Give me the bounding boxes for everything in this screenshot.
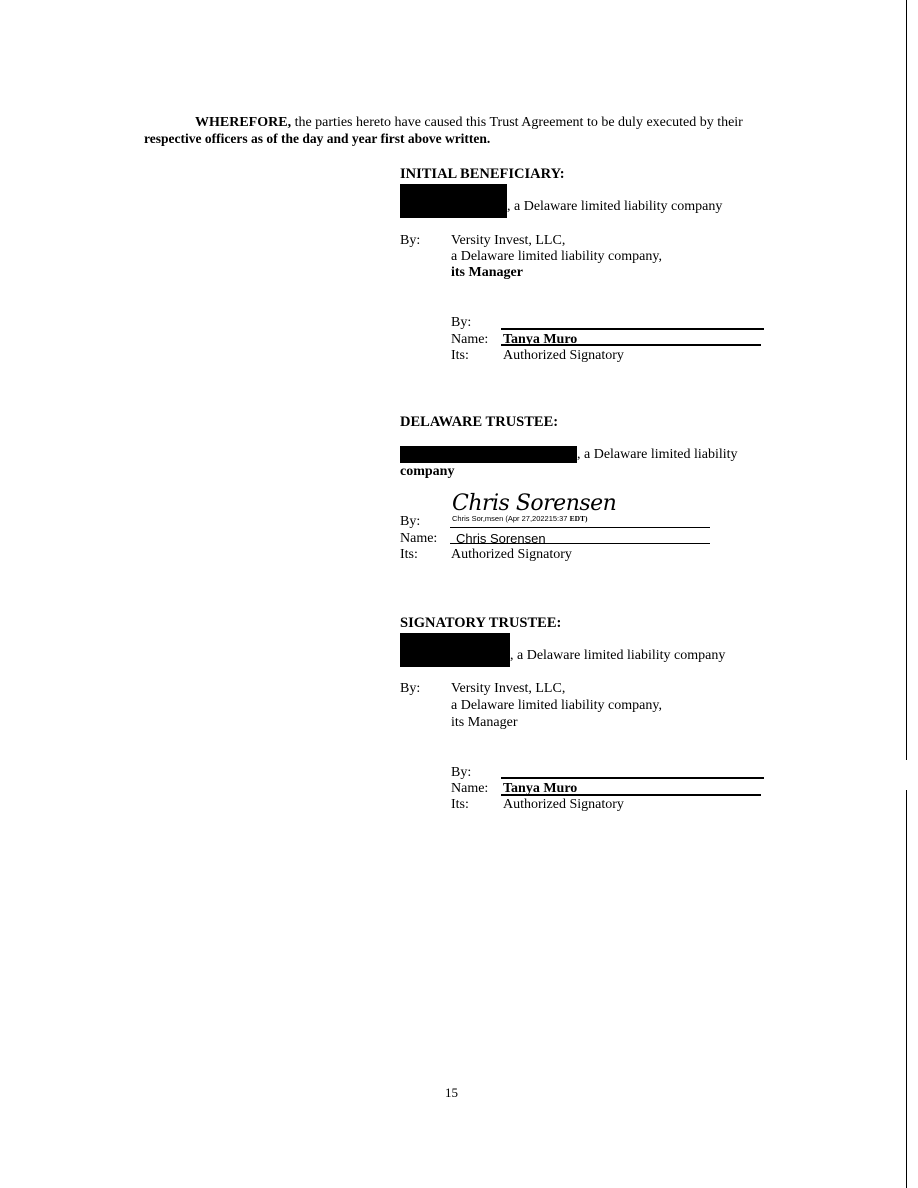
intro-line-2: respective officers as of the day and year first above written. (144, 131, 491, 146)
manager-name: Versity Invest, LLC, (451, 681, 566, 696)
manager-role: its Manager (451, 715, 518, 730)
manager-desc: a Delaware limited liability company, (451, 698, 662, 713)
redaction-box (400, 633, 510, 667)
name-underline (501, 794, 761, 796)
signatory-trustee-entity-suffix: , a Delaware limited liability company (510, 648, 726, 663)
signature-by-label: By: (451, 765, 472, 780)
intro-lead: WHEREFORE, (195, 115, 292, 130)
scan-edge-line-bottom (906, 790, 907, 1188)
its-value: Authorized Signatory (451, 547, 572, 562)
signature-name-value: Tanya Muro (503, 332, 578, 347)
page-number: 15 (445, 1085, 458, 1100)
signatory-trustee-heading: SIGNATORY TRUSTEE: (400, 615, 562, 631)
signature-line (501, 328, 764, 330)
scan-edge-line-top (906, 0, 907, 760)
signature-line (501, 777, 764, 779)
signature-its-label: Its: (451, 797, 469, 812)
manager-name: Versity Invest, LLC, (451, 233, 566, 248)
signature-name-value: Tanya Muro (503, 781, 578, 796)
signature-line (450, 527, 710, 528)
signature-name-label: Name: (451, 332, 489, 347)
signature-its-label: Its: (451, 348, 469, 363)
intro-line-1-text: the parties hereto have caused this Trust Agreement to be duly executed by their (294, 115, 743, 130)
initial-beneficiary-heading: INITIAL BENEFICIARY: (400, 166, 565, 182)
manager-role: its Manager (451, 265, 523, 280)
redaction-box (400, 446, 577, 463)
signature-timestamp: Chris Sor,msen (Apr 27,202215:37 EDT) (452, 514, 588, 523)
by-label: By: (400, 681, 421, 696)
signature-its-value: Authorized Signatory (503, 348, 624, 363)
delaware-trustee-entity-suffix-2: company (400, 464, 455, 479)
intro-line-1 (195, 115, 743, 131)
delaware-trustee-entity-suffix: , a Delaware limited liability (577, 447, 738, 462)
initial-beneficiary-entity-suffix: , a Delaware limited liability company (507, 199, 723, 214)
name-underline (450, 543, 710, 544)
delaware-trustee-heading: DELAWARE TRUSTEE: (400, 414, 559, 430)
its-label: Its: (400, 547, 418, 562)
signature-name-label: Name: (451, 781, 489, 796)
handwritten-signature: Chris Sorensen (452, 491, 617, 516)
signature-by-label: By: (451, 315, 472, 330)
by-label: By: (400, 233, 421, 248)
name-label: Name: (400, 531, 438, 546)
manager-desc: a Delaware limited liability company, (451, 249, 662, 264)
name-value: Chris Sorensen (456, 531, 546, 546)
redaction-box (400, 184, 507, 218)
signature-its-value: Authorized Signatory (503, 797, 624, 812)
by-label: By: (400, 514, 421, 529)
name-underline (501, 344, 761, 346)
